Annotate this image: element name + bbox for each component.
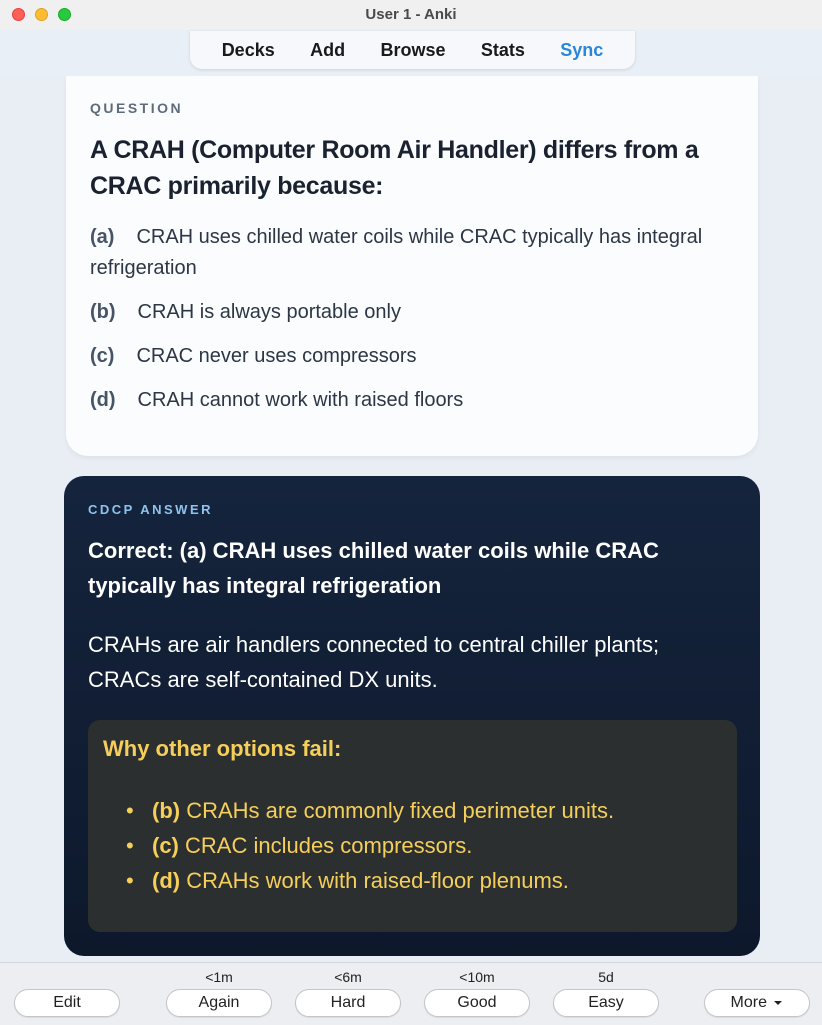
option-letter: (a): [90, 226, 115, 248]
caret-down-icon: [773, 999, 783, 1007]
window-title: User 1 - Anki: [365, 6, 457, 23]
good-interval: <10m: [459, 969, 495, 985]
edit-button[interactable]: Edit: [14, 989, 120, 1017]
option-a: [90, 222, 730, 284]
hard-interval: <6m: [334, 969, 362, 985]
review-bottom-bar: [0, 962, 822, 1025]
option-letter: (b): [90, 301, 116, 323]
question-text: A CRAH (Computer Room Air Handler) differs from a CRAC primarily because:: [90, 136, 699, 200]
answer-card: [64, 476, 760, 956]
fail-item: [126, 793, 614, 828]
main-toolbar: [190, 31, 635, 69]
option-d: [90, 385, 730, 416]
again-interval: <1m: [205, 969, 233, 985]
option-text: CRAH cannot work with raised floors: [137, 389, 464, 411]
toolbar-decks[interactable]: Decks: [221, 39, 275, 60]
answer-label: CDCP ANSWER: [88, 502, 214, 517]
answer-explanation: CRAHs are air handlers connected to central chiller plants; CRACs are self-contained DX units.: [88, 632, 660, 692]
easy-button[interactable]: Easy: [553, 989, 659, 1017]
more-button[interactable]: [704, 989, 810, 1017]
why-fail-box: [88, 720, 737, 932]
option-b: [90, 297, 730, 328]
toolbar-sync[interactable]: Sync: [560, 39, 604, 60]
why-fail-list: [126, 793, 614, 898]
question-label: QUESTION: [90, 100, 184, 116]
fail-letter: (b): [152, 798, 181, 823]
option-letter: (d): [90, 389, 116, 411]
correct-answer: Correct: (a) CRAH uses chilled water coils while CRAC typically has integral refrigeration: [88, 538, 659, 598]
good-button[interactable]: Good: [424, 989, 530, 1017]
option-letter: (c): [90, 345, 115, 367]
hard-button[interactable]: Hard: [295, 989, 401, 1017]
option-c: [90, 341, 730, 372]
toolbar-browse[interactable]: Browse: [380, 39, 446, 60]
fail-item: [126, 863, 614, 898]
option-text: CRAH is always portable only: [137, 301, 401, 323]
option-text: CRAH uses chilled water coils while CRAC typically has integral refrigeration: [90, 226, 703, 279]
why-fail-title: Why other options fail:: [103, 736, 342, 761]
fail-text: CRAHs work with raised-floor plenums.: [186, 868, 569, 893]
again-button[interactable]: Again: [166, 989, 272, 1017]
more-label: More: [730, 994, 767, 1011]
fail-letter: (c): [152, 833, 179, 858]
toolbar-stats[interactable]: Stats: [480, 39, 525, 60]
easy-interval: 5d: [598, 969, 614, 985]
option-text: CRAC never uses compressors: [136, 345, 417, 367]
toolbar-add[interactable]: Add: [310, 39, 346, 60]
card-content[interactable]: [0, 76, 822, 962]
fail-letter: (d): [152, 868, 181, 893]
title-bar: [0, 0, 822, 31]
fail-text: CRAC includes compressors.: [185, 833, 473, 858]
fail-item: [126, 828, 614, 863]
question-card: [66, 76, 758, 456]
fail-text: CRAHs are commonly fixed perimeter units.: [186, 798, 615, 823]
